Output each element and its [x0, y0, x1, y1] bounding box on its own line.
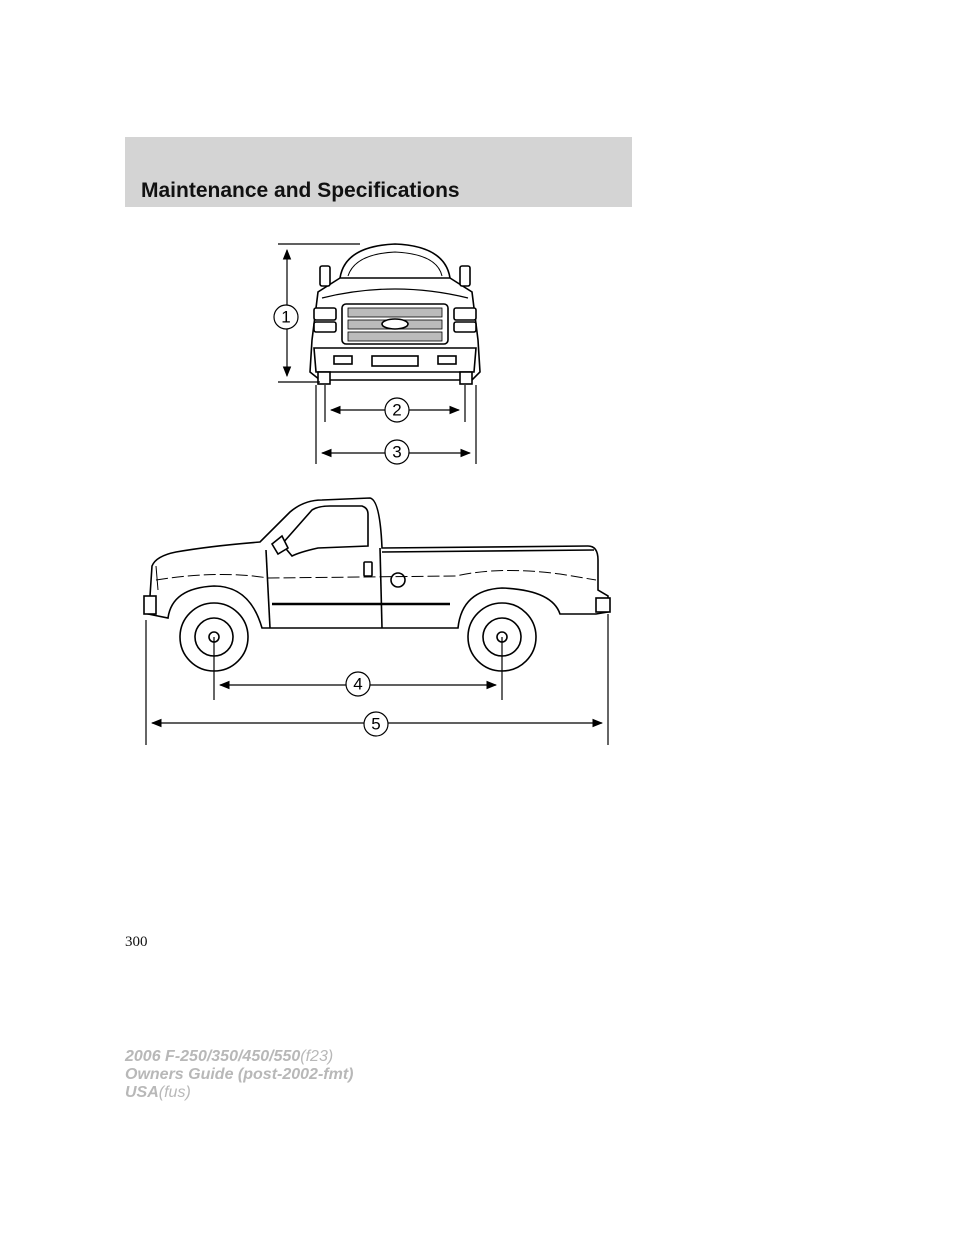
- callout-3: 3: [392, 442, 402, 462]
- callout-2: 2: [392, 400, 402, 420]
- footer-region: USA: [125, 1084, 159, 1101]
- callout-4: 4: [353, 674, 363, 694]
- footer-line-1: [125, 1048, 353, 1066]
- footer-model: 2006 F-250/350/450/550: [125, 1048, 301, 1065]
- document-footer: [125, 1048, 353, 1102]
- callout-5: 5: [371, 714, 381, 734]
- footer-guide: Owners Guide (post-2002-fmt): [125, 1066, 354, 1083]
- footer-line-2: [125, 1066, 353, 1084]
- page-number: 300: [125, 934, 148, 950]
- footer-line-3: [125, 1084, 353, 1102]
- callout-1: 1: [281, 307, 291, 327]
- page-title: Maintenance and Specifications: [141, 179, 460, 202]
- footer-model-code: (f23): [300, 1048, 334, 1065]
- front-view-truck: [310, 244, 480, 384]
- footer-region-code: (fus): [158, 1084, 191, 1101]
